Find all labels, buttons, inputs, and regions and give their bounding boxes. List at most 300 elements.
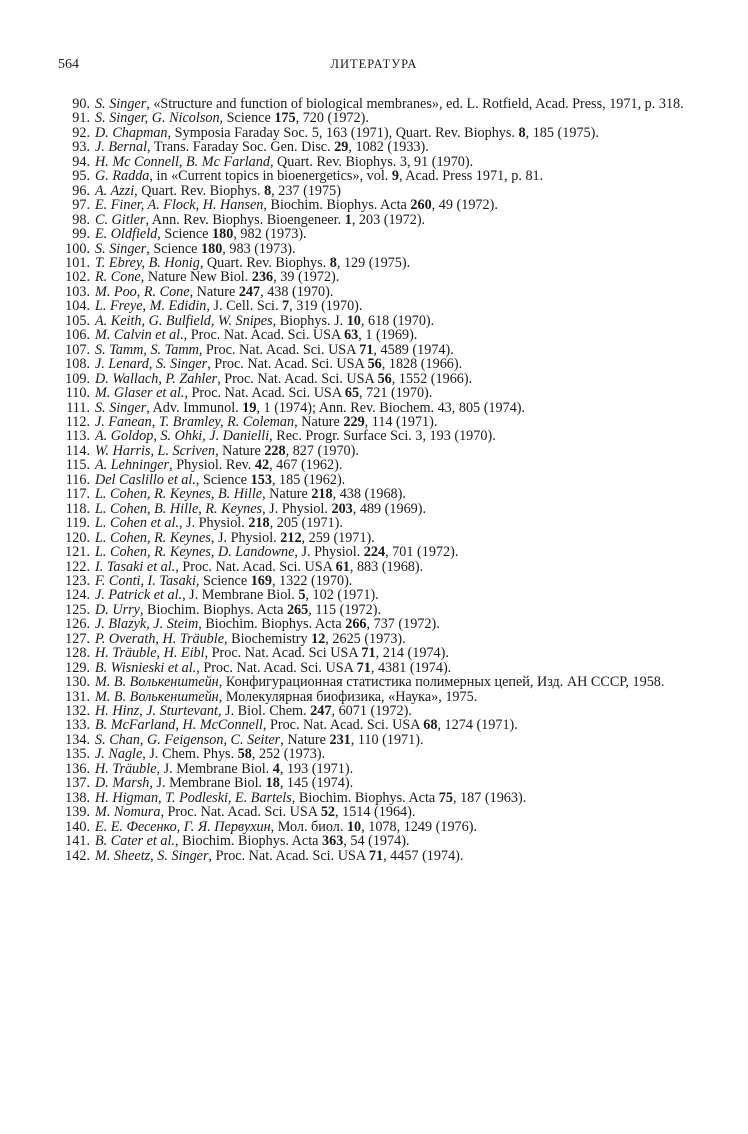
reference-details: , 489 (1969). xyxy=(352,500,427,517)
reference-source: , Science xyxy=(195,471,251,488)
reference-authors: H. Hinz, J. Sturtevant xyxy=(95,703,218,720)
reference-source: , Science xyxy=(195,572,251,589)
reference-details: , 438 (1970). xyxy=(260,283,334,300)
reference-authors: J. Nagle xyxy=(95,746,143,763)
reference-details: , 49 (1972). xyxy=(431,197,498,214)
reference-details: , 1 (1969). xyxy=(358,327,418,344)
reference-authors: D. Chapman xyxy=(95,124,168,141)
reference-source: , Biophys. J. xyxy=(272,312,347,329)
reference-volume: 4 xyxy=(272,760,280,777)
reference-number: 95. xyxy=(72,168,90,185)
reference-volume: 236 xyxy=(251,269,274,286)
reference-details: , 214 (1974). xyxy=(375,645,449,662)
reference-item xyxy=(58,545,694,559)
reference-authors: G. Radda xyxy=(95,168,150,185)
reference-details: , 827 (1970). xyxy=(285,442,359,459)
reference-source: , Мол. биол. xyxy=(270,818,347,835)
reference-item xyxy=(58,603,694,617)
reference-volume: 180 xyxy=(212,226,234,243)
reference-number: 137. xyxy=(65,775,90,792)
reference-number: 125. xyxy=(65,601,90,618)
reference-volume: 8 xyxy=(264,182,272,199)
reference-source: , Nature xyxy=(294,413,344,430)
reference-source: , Trans. Faraday Soc. Gen. Disc. xyxy=(147,139,335,156)
reference-volume: 7 xyxy=(282,298,290,315)
reference-authors: Del Caslillo et al. xyxy=(95,471,196,488)
reference-volume: 18 xyxy=(265,775,280,792)
reference-volume: 228 xyxy=(264,442,286,459)
reference-authors: H. Mc Connell, B. Mc Farland xyxy=(95,153,270,170)
reference-item xyxy=(58,805,694,819)
reference-authors: F. Conti, I. Tasaki xyxy=(95,572,196,589)
reference-number: 107. xyxy=(65,341,90,358)
reference-details: , 1514 (1964). xyxy=(335,804,416,821)
reference-number: 141. xyxy=(65,833,90,850)
page-header xyxy=(0,57,748,77)
reference-source: , Biochim. Biophys. Acta xyxy=(175,833,322,850)
reference-number: 139. xyxy=(65,804,90,821)
reference-item xyxy=(58,675,694,689)
reference-details: , 115 (1972). xyxy=(308,601,381,618)
reference-source: , Science xyxy=(157,226,213,243)
reference-number: 99. xyxy=(72,226,90,243)
reference-source: , Proc. Nat. Acad. Sci. USA xyxy=(262,717,424,734)
reference-number: 123. xyxy=(65,572,90,589)
reference-authors: R. Cone xyxy=(95,269,141,286)
reference-number: 92. xyxy=(72,124,90,141)
reference-volume: 218 xyxy=(311,486,333,503)
reference-volume: 5 xyxy=(298,587,306,604)
reference-item xyxy=(58,386,694,400)
reference-volume: 247 xyxy=(310,703,332,720)
reference-source: , J. Chem. Phys. xyxy=(142,746,238,763)
reference-volume: 265 xyxy=(286,601,309,618)
reference-number: 96. xyxy=(72,182,90,199)
reference-authors: C. Gitler xyxy=(95,211,146,228)
page-number: 564 xyxy=(58,57,79,72)
reference-volume: 58 xyxy=(237,746,252,763)
reference-volume: 231 xyxy=(329,731,351,748)
reference-number: 127. xyxy=(65,630,90,647)
reference-item xyxy=(58,285,694,299)
reference-item xyxy=(58,357,694,371)
reference-number: 140. xyxy=(65,818,90,835)
reference-volume: 212 xyxy=(280,529,302,546)
reference-item xyxy=(58,372,694,386)
reference-item xyxy=(58,776,694,790)
reference-item xyxy=(58,429,694,443)
reference-authors: L. Freye, M. Edidin xyxy=(95,298,207,315)
reference-item xyxy=(58,242,694,256)
reference-source: , Symposia Faraday Soc. 5, 163 (1971), Quart. Rev. Biophys. xyxy=(167,124,519,141)
reference-authors: J. Fanean, T. Bramley, R. Coleman xyxy=(95,413,295,430)
reference-item xyxy=(58,401,694,415)
reference-source: , Ann. Rev. Biophys. Bioengeneer. xyxy=(145,211,345,228)
reference-details: , 185 (1975). xyxy=(525,124,599,141)
reference-number: 103. xyxy=(65,283,90,300)
reference-item xyxy=(58,444,694,458)
reference-details: , 102 (1971). xyxy=(305,587,379,604)
reference-volume: 52 xyxy=(320,804,336,821)
reference-details: , 883 (1968). xyxy=(349,558,424,575)
reference-volume: 153 xyxy=(250,471,272,488)
reference-authors: T. Ebrey, B. Honig xyxy=(95,254,200,271)
reference-volume: 169 xyxy=(250,572,272,589)
reference-volume: 71 xyxy=(359,341,374,358)
reference-number: 121. xyxy=(65,544,90,561)
reference-source: , Quart. Rev. Biophys. xyxy=(199,254,330,271)
reference-volume: 75 xyxy=(438,789,453,806)
reference-volume: 8 xyxy=(518,124,526,141)
reference-source: , Молекулярная биофизика, «Наука», 1975. xyxy=(218,688,478,705)
reference-details: , 983 (1973). xyxy=(222,240,296,257)
running-title: ЛИТЕРАТУРА xyxy=(330,57,418,71)
reference-volume: 71 xyxy=(368,847,384,864)
reference-details: , 1082 (1933). xyxy=(348,139,429,156)
reference-details: , 4381 (1974). xyxy=(370,659,452,676)
reference-source: , Nature xyxy=(215,442,265,459)
reference-number: 122. xyxy=(65,558,90,575)
reference-source: , J. Membrane Biol. xyxy=(156,760,273,777)
reference-authors: L. Cohen, R. Keynes xyxy=(95,529,211,546)
reference-source: , Biochim. Biophys. Acta xyxy=(198,616,346,633)
reference-volume: 19 xyxy=(242,399,257,416)
reference-volume: 175 xyxy=(274,110,296,127)
reference-details: , 1322 (1970). xyxy=(271,572,353,589)
reference-authors: A. Azzi xyxy=(95,182,135,199)
reference-number: 114. xyxy=(65,442,90,459)
reference-volume: 71 xyxy=(361,645,376,662)
reference-number: 116. xyxy=(65,471,90,488)
reference-number: 126. xyxy=(65,616,90,633)
reference-authors: W. Harris, L. Scriven xyxy=(95,442,216,459)
reference-source: , Biochim. Biophys. Acta xyxy=(291,789,439,806)
reference-source: , Biochim. Biophys. Acta xyxy=(263,197,411,214)
reference-source: , Proc. Nat. Acad. Sci USA xyxy=(204,645,362,662)
reference-volume: 218 xyxy=(248,515,270,532)
reference-item xyxy=(58,169,694,183)
reference-authors: S. Singer xyxy=(95,399,147,416)
reference-volume: 65 xyxy=(344,385,360,402)
reference-number: 102. xyxy=(65,269,90,286)
reference-item xyxy=(58,256,694,270)
reference-source: , Proc. Nat. Acad. Sci. USA xyxy=(175,558,336,575)
reference-details: , 438 (1968). xyxy=(332,486,406,503)
reference-details: , Acad. Press 1971, p. 81. xyxy=(398,168,544,185)
reference-details: , 4589 (1974). xyxy=(373,341,454,358)
reference-number: 129. xyxy=(65,659,90,676)
reference-source: , J. Physiol. xyxy=(294,544,364,561)
reference-item xyxy=(58,820,694,834)
reference-item xyxy=(58,227,694,241)
reference-number: 111. xyxy=(66,399,90,416)
reference-item xyxy=(58,213,694,227)
reference-details: , 701 (1972). xyxy=(385,544,459,561)
reference-volume: 42 xyxy=(254,457,270,474)
reference-authors: D. Urry xyxy=(95,601,140,618)
reference-authors: E. Oldfield xyxy=(95,226,158,243)
reference-source: , Quart. Rev. Biophys. 3, 91 (1970). xyxy=(269,153,474,170)
reference-source: , Proc. Nat. Acad. Sci. USA xyxy=(207,356,368,373)
reference-authors: A. Keith, G. Bulfield, W. Snipes xyxy=(95,312,273,329)
reference-item xyxy=(58,415,694,429)
reference-authors: S. Singer xyxy=(95,96,147,112)
reference-authors: S. Singer, G. Nicolson xyxy=(95,110,220,127)
reference-authors: M. B. Волькенштейн xyxy=(95,688,219,705)
reference-item xyxy=(58,661,694,675)
reference-source: , Proc. Nat. Acad. Sci. USA xyxy=(208,847,369,864)
reference-details: , 54 (1974). xyxy=(343,833,410,850)
reference-volume: 61 xyxy=(335,558,350,575)
reference-item xyxy=(58,97,694,111)
reference-authors: L. Cohen, B. Hille, R. Keynes xyxy=(95,500,263,517)
reference-details: , 237 (1975) xyxy=(271,182,341,199)
reference-number: 128. xyxy=(65,645,90,662)
reference-number: 110. xyxy=(65,385,90,402)
reference-item xyxy=(58,299,694,313)
reference-details: , 185 (1962). xyxy=(271,471,346,488)
reference-authors: I. Tasaki et al. xyxy=(95,558,176,575)
reference-item xyxy=(58,560,694,574)
reference-item xyxy=(58,531,694,545)
reference-volume: 260 xyxy=(410,197,432,214)
reference-volume: 10 xyxy=(346,818,362,835)
reference-details: , 6071 (1972). xyxy=(331,703,412,720)
reference-number: 97. xyxy=(72,197,90,214)
reference-authors: L. Cohen et al. xyxy=(95,515,179,532)
reference-details: , 39 (1972). xyxy=(273,269,340,286)
reference-number: 109. xyxy=(65,370,90,387)
reference-authors: M. Calvin et al. xyxy=(95,327,184,344)
reference-source: , Proc. Nat. Acad. Sci. USA xyxy=(196,659,357,676)
reference-number: 90. xyxy=(72,96,90,112)
reference-number: 106. xyxy=(65,327,90,344)
reference-number: 142. xyxy=(65,847,90,864)
reference-number: 93. xyxy=(72,139,90,156)
reference-volume: 12 xyxy=(311,630,326,647)
reference-details: , 1078, 1249 (1976). xyxy=(361,818,477,835)
reference-number: 108. xyxy=(65,356,90,373)
reference-source: , Science xyxy=(219,110,275,127)
reference-details: , 618 (1970). xyxy=(360,312,435,329)
reference-source: , J. Physiol. xyxy=(210,529,281,546)
reference-item xyxy=(58,155,694,169)
reference-authors: P. Overath, H. Träuble xyxy=(95,630,225,647)
reference-number: 117. xyxy=(65,486,90,503)
reference-item xyxy=(58,718,694,732)
reference-source: , J. Membrane Biol. xyxy=(182,587,299,604)
reference-source: , Proc. Nat. Acad. Sci. USA xyxy=(217,370,378,387)
reference-item xyxy=(58,270,694,284)
reference-details: , 982 (1973). xyxy=(233,226,307,243)
reference-item xyxy=(58,126,694,140)
reference-number: 118. xyxy=(65,500,90,517)
reference-source: , J. Biol. Chem. xyxy=(217,703,311,720)
reference-source: , Nature New Biol. xyxy=(140,269,252,286)
reference-source: , Physiol. Rev. xyxy=(169,457,255,474)
reference-volume: 10 xyxy=(346,312,361,329)
reference-volume: 180 xyxy=(201,240,223,257)
reference-authors: B. McFarland, H. McConnell xyxy=(95,717,263,734)
reference-number: 101. xyxy=(65,254,90,271)
reference-number: 119. xyxy=(65,515,90,532)
reference-details: , 205 (1971). xyxy=(269,515,343,532)
reference-source: , Quart. Rev. Biophys. xyxy=(134,182,265,199)
reference-item xyxy=(58,140,694,154)
reference-details: , 467 (1962). xyxy=(269,457,343,474)
reference-authors: B. Cater et al. xyxy=(95,833,175,850)
reference-details: , 187 (1963). xyxy=(452,789,527,806)
reference-number: 134. xyxy=(65,731,90,748)
reference-details: , 110 (1971). xyxy=(350,731,424,748)
reference-item xyxy=(58,314,694,328)
reference-number: 120. xyxy=(65,529,90,546)
reference-number: 105. xyxy=(65,312,90,329)
reference-authors: A. Lehninger xyxy=(95,457,170,474)
reference-number: 112. xyxy=(65,413,90,430)
reference-number: 135. xyxy=(65,746,90,763)
reference-details: , 1828 (1966). xyxy=(381,356,463,373)
reference-authors: E. Finer, A. Flock, H. Hansen xyxy=(95,197,264,214)
reference-authors: M. Glaser et al. xyxy=(95,385,185,402)
reference-item xyxy=(58,458,694,472)
reference-authors: H. Träuble, H. Eibl xyxy=(95,645,205,662)
reference-authors: J. Blazyk, J. Steim xyxy=(95,616,199,633)
reference-details: , 129 (1975). xyxy=(336,254,411,271)
reference-volume: 71 xyxy=(356,659,371,676)
reference-source: , Proc. Nat. Acad. Sci. USA xyxy=(184,385,345,402)
reference-item xyxy=(58,704,694,718)
reference-source: , Конфигурационная статистика полимерных цепей, Изд. АН СССР, 1958. xyxy=(218,674,665,691)
reference-item xyxy=(58,646,694,660)
reference-item xyxy=(58,111,694,125)
reference-authors: S. Chan, G. Feigenson, C. Seiter xyxy=(95,731,281,748)
reference-volume: 8 xyxy=(329,254,337,271)
reference-source: , Nature xyxy=(189,283,239,300)
reference-volume: 266 xyxy=(345,616,367,633)
reference-source: , Biochemistry xyxy=(224,630,312,647)
reference-volume: 1 xyxy=(344,211,352,228)
reference-item xyxy=(58,473,694,487)
reference-source: , Proc. Nat. Acad. Sci. USA xyxy=(198,341,360,358)
reference-volume: 63 xyxy=(344,327,359,344)
reference-details: , 193 (1971). xyxy=(279,760,354,777)
reference-authors: D. Wallach, P. Zahler xyxy=(95,370,218,387)
reference-number: 131. xyxy=(65,688,90,705)
reference-authors: E. E. Фесенко, Г. Я. Первухин xyxy=(95,818,271,835)
reference-source: , Proc. Nat. Acad. Sci. USA xyxy=(160,804,321,821)
reference-authors: J. Lenard, S. Singer xyxy=(95,356,208,373)
reference-item xyxy=(58,849,694,863)
reference-item xyxy=(58,617,694,631)
reference-number: 94. xyxy=(72,153,90,170)
reference-authors: H. Träuble xyxy=(95,760,157,777)
reference-details: , 2625 (1973). xyxy=(325,630,406,647)
reference-source: , J. Physiol. xyxy=(262,500,332,517)
reference-volume: 363 xyxy=(322,833,344,850)
reference-authors: S. Tamm, S. Tamm xyxy=(95,341,199,358)
reference-source: , Adv. Immunol. xyxy=(146,399,243,416)
reference-item xyxy=(58,516,694,530)
reference-source: , J. Cell. Sci. xyxy=(206,298,283,315)
reference-details: , 114 (1971). xyxy=(364,413,438,430)
reference-number: 100. xyxy=(65,240,90,257)
reference-source: , in «Current topics in bioenergetics», vol. xyxy=(149,168,392,185)
reference-authors: D. Marsh xyxy=(95,775,150,792)
reference-item xyxy=(58,632,694,646)
reference-details: , 319 (1970). xyxy=(289,298,363,315)
reference-item xyxy=(58,198,694,212)
reference-authors: M. Nomura xyxy=(95,804,161,821)
reference-item xyxy=(58,574,694,588)
reference-details: , 4457 (1974). xyxy=(383,847,464,864)
reference-item xyxy=(58,733,694,747)
reference-details: , 252 (1973). xyxy=(251,746,326,763)
reference-source: , J. Membrane Biol. xyxy=(149,775,266,792)
reference-source: , «Structure and function of biological membranes», ed. L. Rotfield, Acad. Press, 1971, p. 318. xyxy=(146,96,684,112)
reference-authors: A. Goldop, S. Ohki, J. Danielli xyxy=(95,428,270,445)
reference-source: , Nature xyxy=(280,731,330,748)
reference-volume: 9 xyxy=(391,168,399,185)
reference-authors: M. B. Волькенштейн xyxy=(95,674,219,691)
reference-number: 132. xyxy=(65,703,90,720)
reference-number: 91. xyxy=(72,110,90,127)
reference-details: , 1 (1974); Ann. Rev. Biochem. 43, 805 (1974). xyxy=(256,399,526,416)
reference-item xyxy=(58,343,694,357)
reference-details: , 1274 (1971). xyxy=(437,717,518,734)
reference-source: , Proc. Nat. Acad. Sci. USA xyxy=(183,327,345,344)
reference-authors: J. Patrick et al. xyxy=(95,587,183,604)
reference-item xyxy=(58,747,694,761)
reference-volume: 224 xyxy=(363,544,386,561)
reference-details: , 721 (1970). xyxy=(359,385,433,402)
reference-source: , J. Physiol. xyxy=(178,515,249,532)
reference-volume: 56 xyxy=(377,370,392,387)
reference-volume: 229 xyxy=(343,413,365,430)
reference-authors: M. Sheetz, S. Singer xyxy=(95,847,209,864)
reference-details: , 737 (1972). xyxy=(366,616,440,633)
reference-authors: H. Higman, T. Podleski, E. Bartels xyxy=(95,789,292,806)
reference-authors: B. Wisnieski et al. xyxy=(95,659,197,676)
reference-item xyxy=(58,762,694,776)
reference-details: , 203 (1972). xyxy=(351,211,426,228)
reference-item xyxy=(58,588,694,602)
reference-number: 133. xyxy=(65,717,90,734)
reference-number: 136. xyxy=(65,760,90,777)
reference-source: , Nature xyxy=(262,486,312,503)
reference-source: , Science xyxy=(146,240,201,257)
reference-number: 130. xyxy=(65,674,90,691)
reference-number: 104. xyxy=(65,298,90,315)
reference-authors: J. Bernal xyxy=(95,139,148,156)
reference-number: 113. xyxy=(65,428,90,445)
reference-list xyxy=(58,97,694,863)
reference-volume: 247 xyxy=(238,283,261,300)
reference-item xyxy=(58,502,694,516)
reference-number: 138. xyxy=(65,789,90,806)
reference-authors: L. Cohen, R. Keynes, D. Landowne xyxy=(95,544,295,561)
reference-source: , Rec. Progr. Surface Sci. 3, 193 (1970). xyxy=(269,428,496,445)
reference-number: 115. xyxy=(65,457,90,474)
reference-item xyxy=(58,328,694,342)
reference-authors: S. Singer xyxy=(95,240,147,257)
reference-volume: 203 xyxy=(331,500,353,517)
reference-authors: L. Cohen, R. Keynes, B. Hille xyxy=(95,486,263,503)
reference-volume: 56 xyxy=(367,356,382,373)
reference-details: , 259 (1971). xyxy=(301,529,375,546)
reference-details: , 1552 (1966). xyxy=(391,370,473,387)
reference-item xyxy=(58,487,694,501)
